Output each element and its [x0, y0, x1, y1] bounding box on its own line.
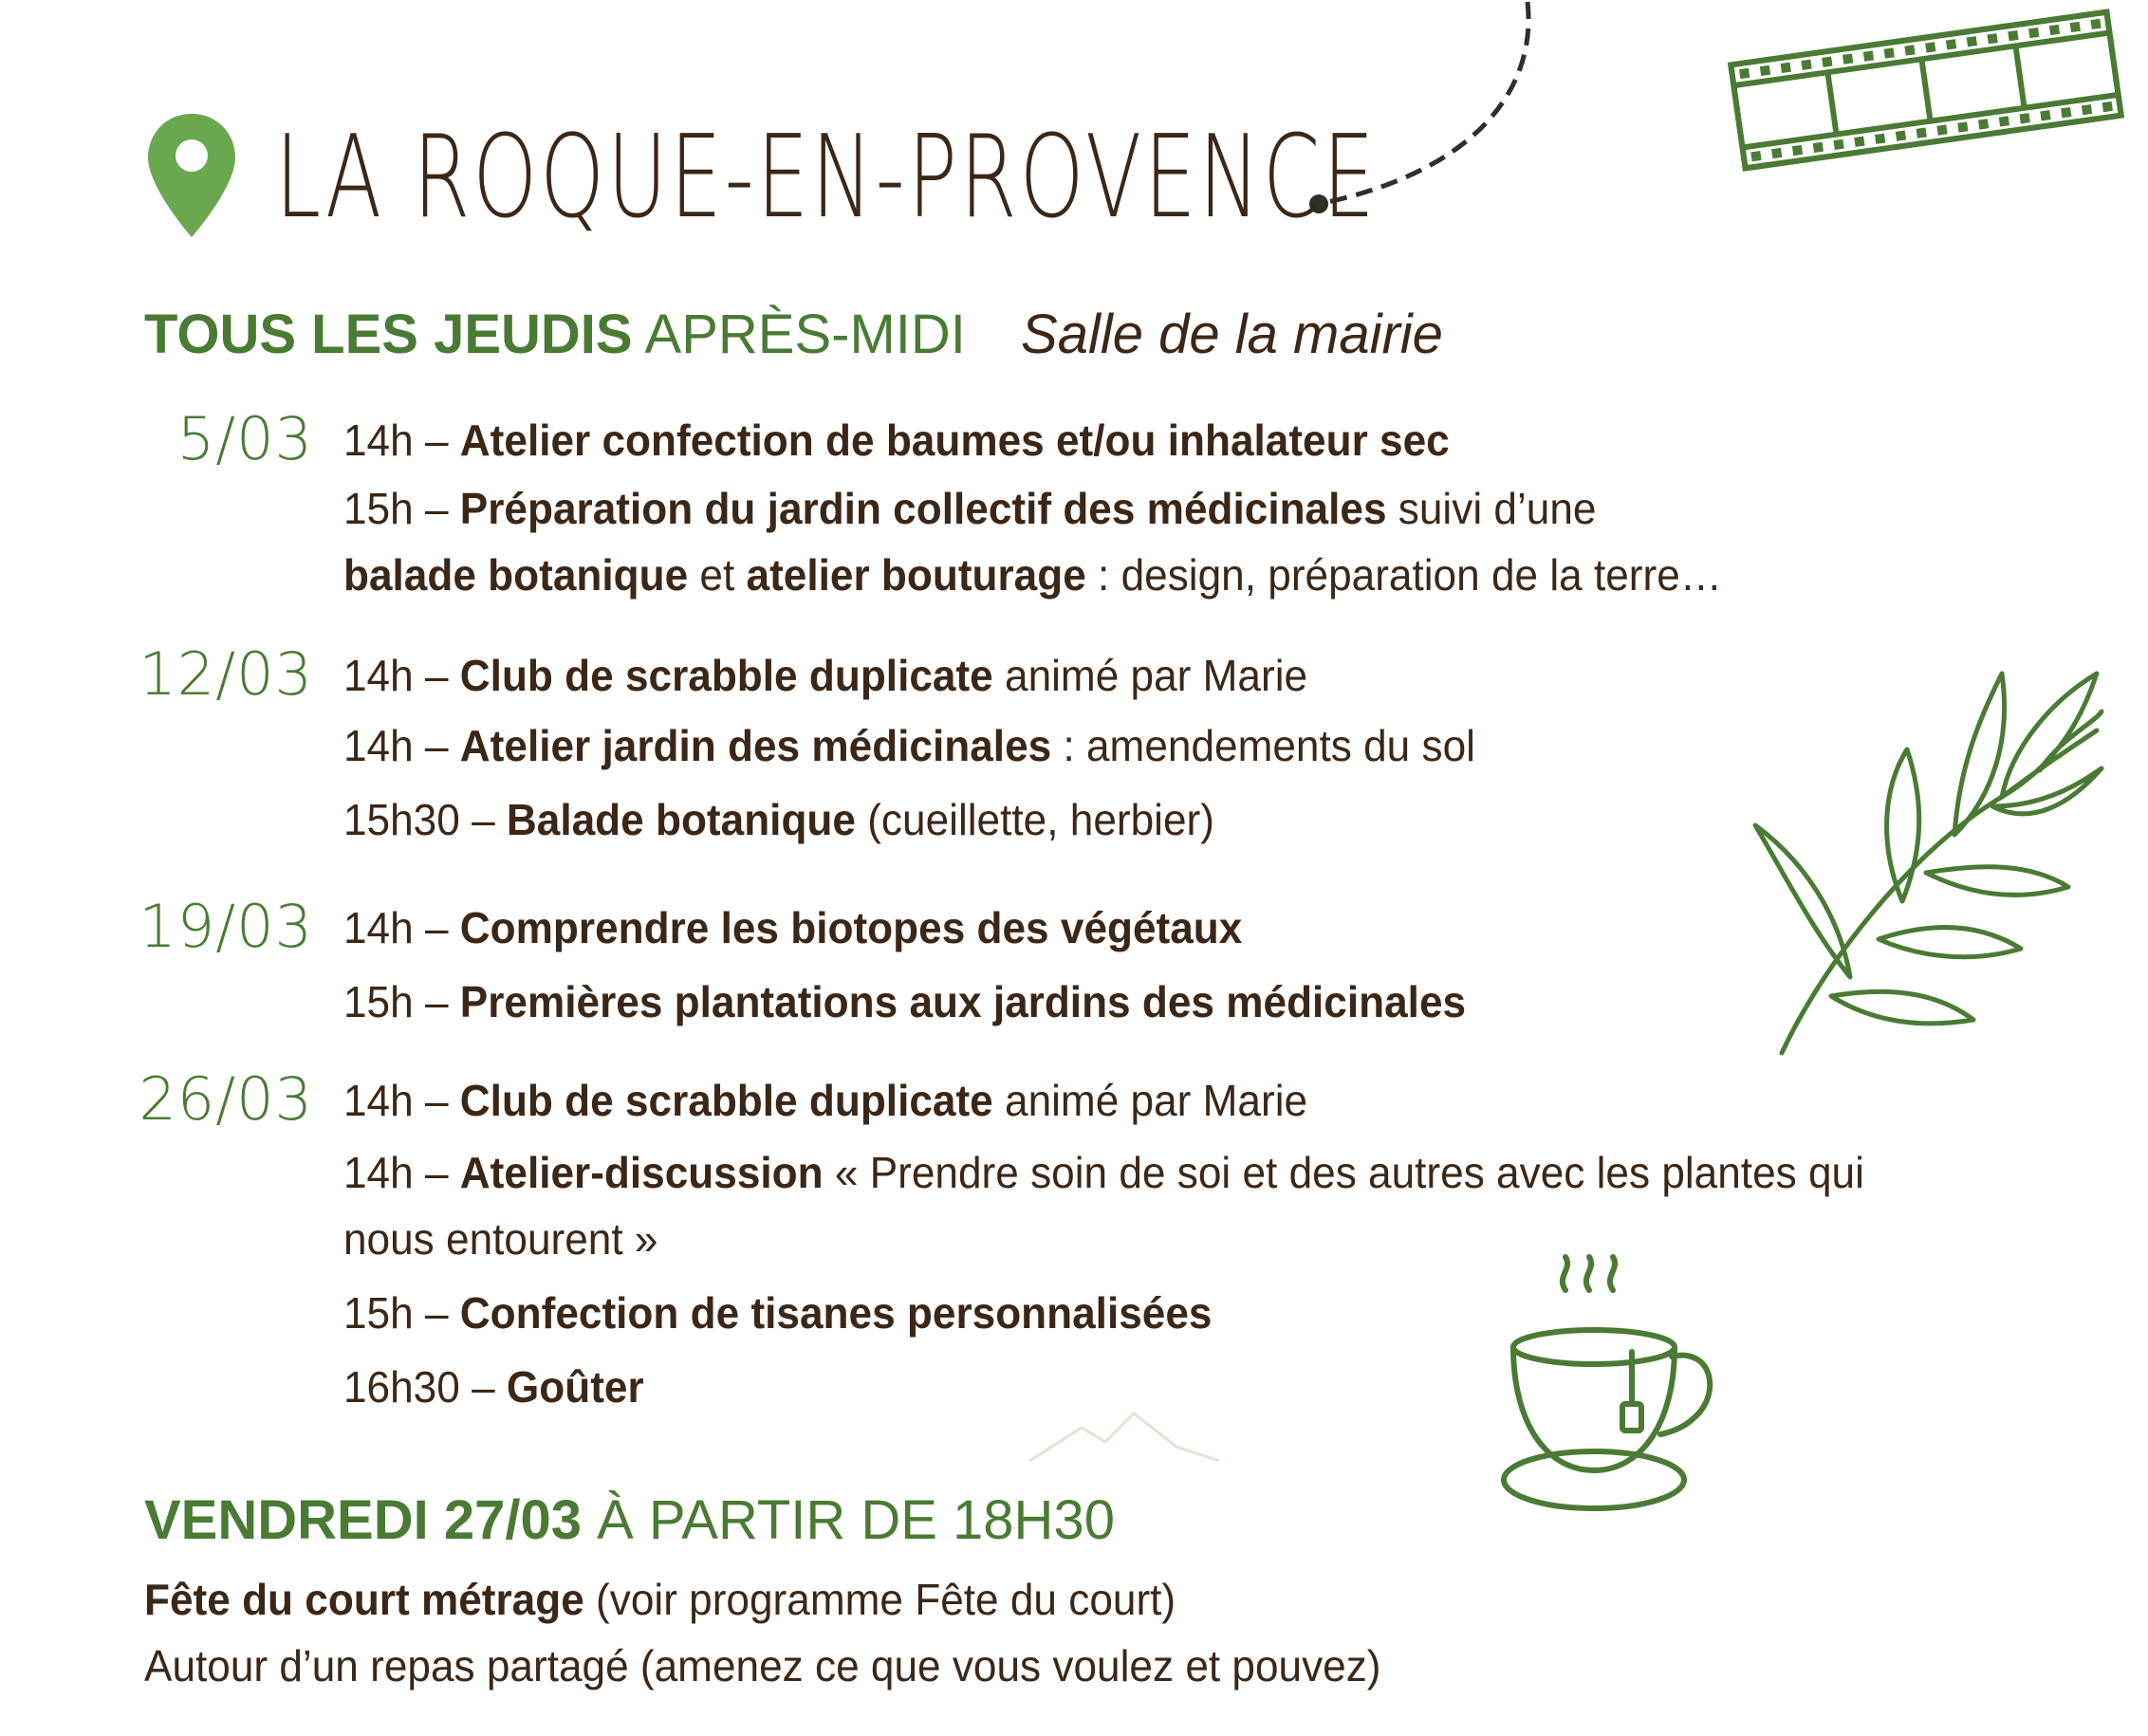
leaf-branch-icon	[1717, 664, 2116, 1062]
bold-text: balade botanique	[343, 550, 689, 600]
thursdays-bold: TOUS LES JEUDIS	[144, 304, 633, 365]
thursdays-heading	[144, 302, 1443, 368]
friday-line-2	[144, 1639, 1381, 1692]
day-line	[343, 1074, 1307, 1127]
text: (cueillette, herbier)	[855, 795, 1214, 844]
bold-text: Atelier jardin des médicinales	[459, 721, 1052, 770]
text: 15h –	[343, 1288, 460, 1338]
thursdays-place: Salle de la mairie	[1021, 304, 1443, 365]
bold-text: Atelier confection de baumes et/ou inhalateur sec	[459, 416, 1450, 465]
day-line	[343, 482, 1596, 535]
bold-text: Goûter	[506, 1362, 644, 1412]
text: 14h –	[343, 651, 460, 700]
text: 14h –	[343, 1148, 460, 1197]
bold-text: atelier bouturage	[746, 550, 1086, 600]
film-strip-icon	[1727, 0, 2125, 180]
tea-cup-icon	[1499, 1252, 1727, 1527]
bold-text: Comprendre les biotopes des végétaux	[459, 903, 1243, 952]
text: 14h –	[343, 903, 460, 952]
day-line	[343, 719, 1475, 772]
text: animé par Marie	[992, 1076, 1308, 1125]
text: Autour d’un repas partagé (amenez ce que vous voulez et pouvez)	[144, 1641, 1381, 1690]
text: « Prendre soin de soi et des autres avec les plantes qui	[823, 1148, 1864, 1197]
day-line	[343, 1212, 657, 1265]
day-line	[343, 548, 1722, 601]
mountain-decor	[1025, 1404, 1224, 1470]
date-26-03: 26/03	[139, 1064, 313, 1134]
text: suivi d’une	[1386, 484, 1597, 533]
date-5-03: 5/03	[176, 404, 313, 473]
bold-text: Club de scrabble duplicate	[459, 1076, 993, 1125]
day-line	[343, 414, 1450, 467]
day-line	[343, 793, 1214, 846]
text: (voir programme Fête du court)	[583, 1575, 1176, 1624]
thursdays-light: APRÈS-MIDI	[644, 304, 966, 365]
bold-text: Atelier-discussion	[459, 1148, 824, 1197]
date-19-03: 19/03	[139, 892, 313, 961]
page-title: LA ROQUE-EN-PROVENCE	[275, 112, 1378, 244]
text: : amendements du sol	[1051, 721, 1475, 770]
bold-text: Confection de tisanes personnalisées	[459, 1288, 1213, 1338]
day-line	[343, 975, 1466, 1028]
friday-light: À PARTIR DE 18H30	[597, 1489, 1115, 1551]
text: 14h –	[343, 416, 460, 465]
text: 14h –	[343, 1076, 460, 1125]
date-12-03: 12/03	[139, 639, 313, 709]
text: 15h –	[343, 484, 460, 533]
text: nous entourent »	[343, 1214, 658, 1264]
bold-text: Balade botanique	[506, 795, 856, 844]
bold-text: Fête du court métrage	[144, 1575, 584, 1624]
map-pin-icon	[144, 112, 239, 239]
text: 15h30 –	[343, 795, 507, 844]
day-line	[343, 901, 1242, 954]
text: 15h –	[343, 977, 460, 1026]
text: 16h30 –	[343, 1362, 507, 1412]
text: et	[688, 550, 747, 600]
day-line	[343, 1360, 644, 1413]
bold-text: Préparation du jardin collectif des médicinales	[459, 484, 1387, 533]
bold-text: Club de scrabble duplicate	[459, 651, 993, 700]
text: : design, préparation de la terre…	[1085, 550, 1722, 600]
friday-bold: VENDREDI 27/03	[144, 1489, 582, 1551]
friday-heading	[144, 1487, 1115, 1554]
text: animé par Marie	[992, 651, 1308, 700]
text: 14h –	[343, 721, 460, 770]
day-line	[343, 1146, 1864, 1199]
bold-text: Premières plantations aux jardins des médicinales	[459, 977, 1467, 1026]
day-line	[343, 1286, 1212, 1339]
day-line	[343, 649, 1307, 702]
friday-line-1	[144, 1573, 1176, 1626]
